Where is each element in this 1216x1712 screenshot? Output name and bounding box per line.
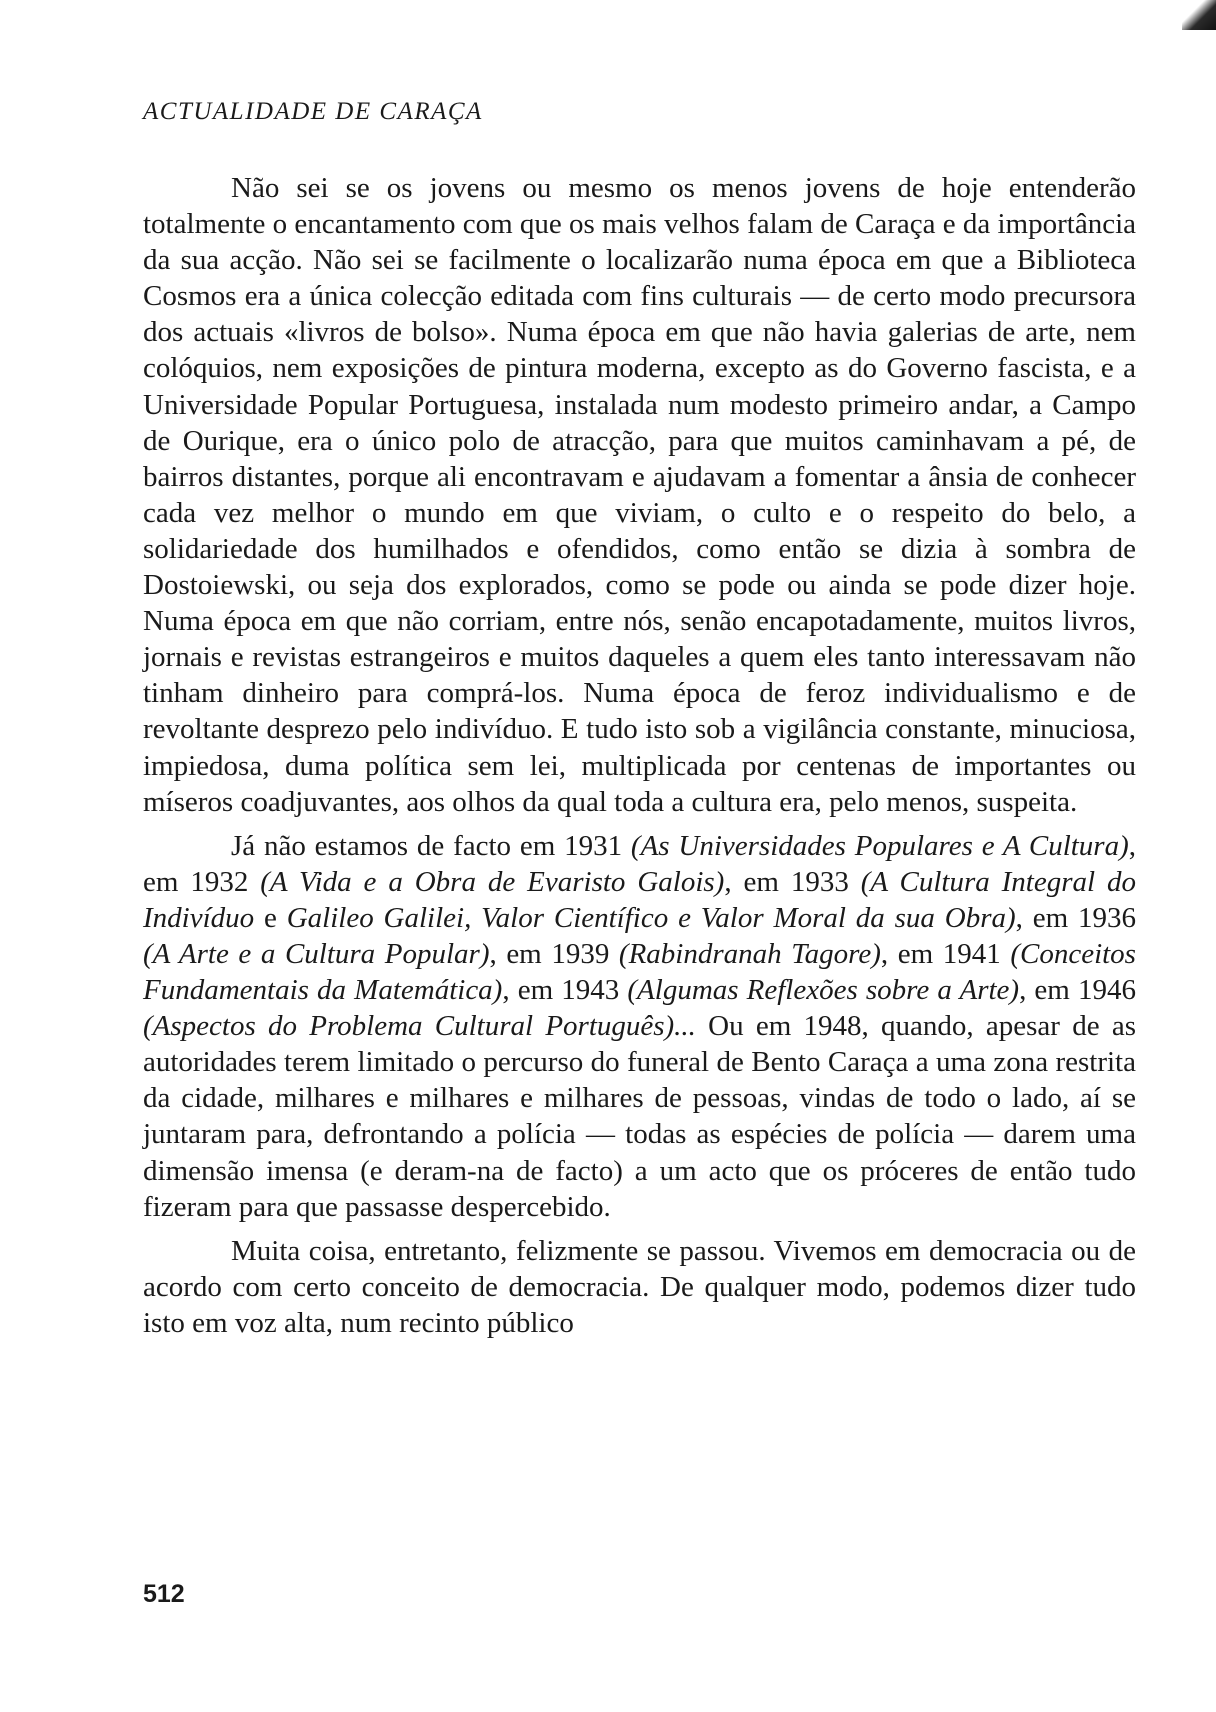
paragraph-2 [143, 828, 1136, 1225]
text-segment: , em 1941 [880, 937, 1011, 970]
work-title: (Algumas Reflexões sobre a Arte) [627, 974, 1020, 1007]
paragraph-3: Muita coisa, entretanto, felizmente se passou. Vivemos em democracia ou de acordo com certo conceito de democracia. De qualquer modo, podemos dizer tudo isto em voz alta, num recinto público [143, 1234, 1136, 1339]
text-segment: Já não estamos de facto em 1931 [231, 829, 631, 862]
work-title: (Conceitos Fundamentais da Matemática) [143, 937, 1136, 1007]
text-segment: Ou em 1948, quando, apesar de as autoridades terem limitado o percurso do funeral de Bento Caraça a uma zona restrita da cidade, milhares e milhares e milhares de pessoas, vindas de todo o lado, aí se juntaram para, defrontando a polícia — todas as espécies de polícia — darem uma dimensão imensa (e deram-na de facto) a um acto que os próceres de então tudo fizeram para que passasse despercebido. [143, 1010, 1136, 1223]
work-title: (A Cultura Integral do Indivíduo [143, 865, 1136, 934]
work-title: (As Universidades Populares e A Cultura) [630, 829, 1129, 862]
scan-corner-mark [1182, 0, 1216, 30]
running-head: ACTUALIDADE DE CARAÇA [143, 98, 483, 125]
body-text [143, 170, 1136, 1349]
text-segment: , em 1946 [1019, 974, 1136, 1007]
text-segment: , em 1939 [489, 937, 619, 970]
work-title: (A Vida e a Obra de Evaristo Galois) [260, 865, 725, 898]
text-segment: e [254, 901, 287, 934]
text-segment: , em 1943 [502, 974, 628, 1007]
work-title: (Rabindranah Tagore) [618, 937, 881, 970]
work-title: (Aspectos do Problema Cultural Português)... [143, 1010, 696, 1043]
work-title: (A Arte e a Cultura Popular) [143, 937, 490, 970]
page-number: 512 [143, 1580, 185, 1608]
work-title: Galileo Galilei, Valor Científico e Valor Moral da sua Obra) [286, 901, 1016, 934]
text-segment: , em 1933 [724, 865, 861, 898]
paragraph-1: Não sei se os jovens ou mesmo os menos jovens de hoje entenderão totalmente o encantamento com que os mais velhos falam de Caraça e da importância da sua acção. Não sei se facilmente o localizarão numa época em que a Biblioteca Cosmos era a única colecção editada com fins culturais — de certo modo precursora dos actuais «livros de bolso». Numa época em que não havia galerias de arte, nem colóquios, nem exposições de pintura moderna, excepto as do Governo fascista, e a Universidade Popular Portuguesa, instalada num modesto primeiro andar, a Campo de Ourique, era o único polo de atracção, para que muitos caminhavam a pé, de bairros distantes, porque ali encontravam e ajudavam a fomentar a ânsia de conhecer cada vez melhor o mundo em que viviam, o culto e o respeito do belo, a solidariedade dos humilhados e ofendidos, como então se dizia à sombra de Dostoiewski, ou seja dos explorados, como se pode ou ainda se pode dizer hoje. Numa época em que não corriam, entre nós, senão encapotadamente, muitos livros, jornais e revistas estrangeiros e muitos daqueles a quem eles tanto interessavam não tinham dinheiro para comprá-los. Numa época de feroz individualismo e de revoltante desprezo pelo indivíduo. E tudo isto sob a vigilância constante, minuciosa, impiedosa, duma política sem lei, multiplicada por centenas de importantes ou míseros coadjuvantes, aos olhos da qual toda a cultura era, pelo menos, suspeita. [143, 172, 1136, 818]
text-segment: , em 1936 [1015, 901, 1136, 934]
text-segment: , em 1932 [143, 829, 1137, 898]
